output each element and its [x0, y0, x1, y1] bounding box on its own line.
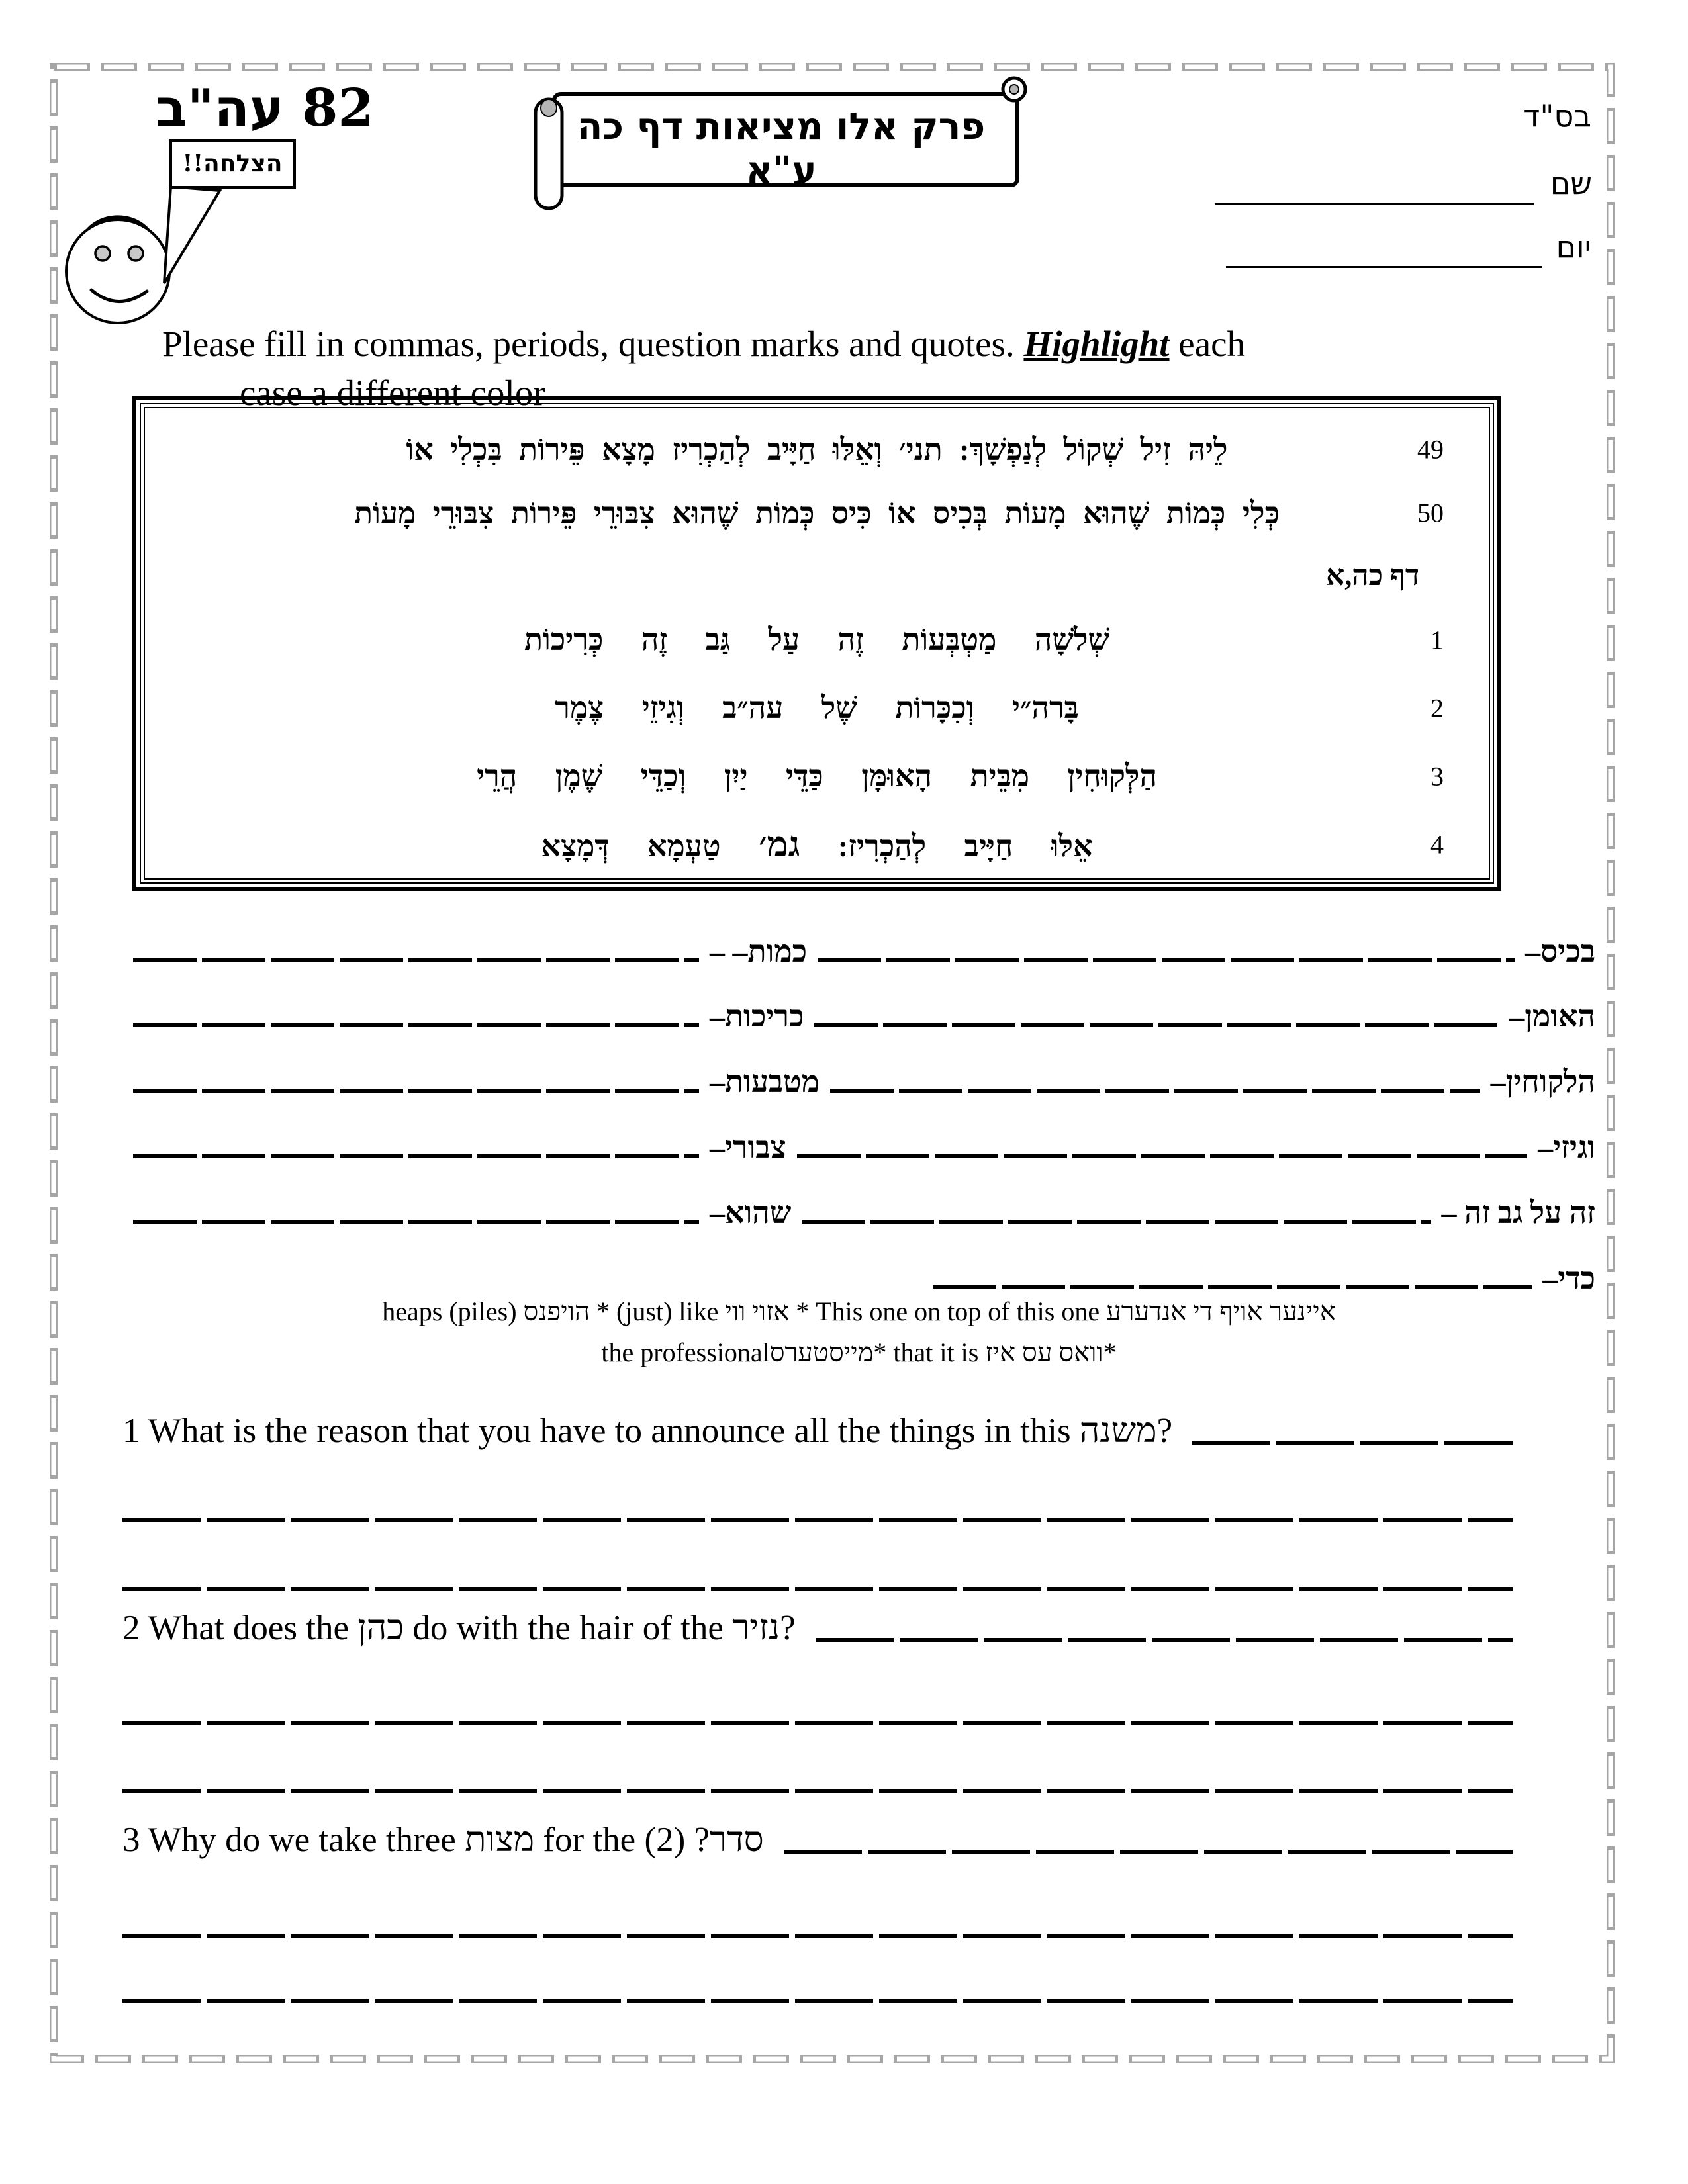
speech-bubble [169, 139, 296, 189]
vocab-blank[interactable] [830, 1089, 1480, 1093]
vocab-term-right: זה על גב זה – [1441, 1196, 1595, 1230]
question-1 [122, 1411, 1513, 1451]
vocab-term-right: וגיזי– [1538, 1130, 1595, 1165]
answer-line[interactable] [122, 1999, 1513, 2003]
vocab-blank[interactable] [933, 1285, 1532, 1289]
vocab-row [122, 1052, 1595, 1099]
scroll-title: פרק אלו מציאות דף כה ע"א [577, 105, 986, 192]
vocab-blank[interactable] [797, 1154, 1527, 1158]
gemara-gm-marker: גמ׳ [759, 824, 800, 864]
answer-line[interactable] [122, 1721, 1513, 1725]
vocab-blank[interactable] [133, 1089, 699, 1093]
gemara-line-4 [152, 810, 1482, 878]
vocab-term-left: צבורי– [710, 1130, 786, 1165]
vocab-term-right: בכיס– [1525, 934, 1595, 969]
instruction-part2: each [1169, 324, 1246, 364]
left-eye [95, 246, 110, 261]
translation-hint-2: the professionalמייסטערס* that it is וואס עס איז* [601, 1338, 1117, 1367]
day-blank-line[interactable] [1226, 266, 1542, 268]
instruction-text [162, 323, 1566, 365]
name-label: שם [1550, 165, 1592, 201]
gemara-line-49 [152, 418, 1482, 481]
gemara-line4-before: אֵלּוּ חַיָּיב לְהַכְרִיז: [837, 829, 1093, 863]
vocab-blank[interactable] [133, 1220, 699, 1224]
vocab-blank[interactable] [133, 1154, 699, 1158]
gemara-line4-after: טַעְמָא דְּמָצָא [541, 829, 721, 863]
gemara-text: שְׁלֹשָׁה מַטְבְּעוֹת זֶה עַל גַּב זֶה כְּרִיכוֹת [524, 623, 1110, 657]
line-number: 3 [1430, 761, 1444, 791]
question-1-text: 1 What is the reason that you have to announce all the things in this משנה? [122, 1412, 1173, 1450]
vocab-row [122, 1248, 1595, 1296]
gemara-text: בָּרה״י וְכִכָּרוֹת שֶׁל עה״ב וְגִיזֵי צֶמֶר [555, 691, 1079, 725]
question-2-blank[interactable] [816, 1638, 1513, 1642]
vocab-blank[interactable] [802, 1220, 1430, 1224]
vocab-term-left: מטבעות– [710, 1065, 820, 1099]
instruction-part1: Please fill in commas, periods, question marks and quotes. [162, 324, 1024, 364]
question-1-blank[interactable] [1192, 1441, 1513, 1445]
gemara-box [132, 396, 1501, 891]
gemara-line-50 [152, 481, 1482, 545]
question-3 [122, 1820, 1513, 1860]
vocab-blank[interactable] [133, 958, 699, 962]
name-blank-line[interactable] [1215, 203, 1534, 205]
line-number: 49 [1417, 434, 1444, 465]
vocab-row [122, 986, 1595, 1034]
line-number: 2 [1430, 693, 1444, 723]
answer-line[interactable] [122, 1934, 1513, 1938]
answer-line[interactable] [122, 1518, 1513, 1522]
answer-line[interactable] [122, 1789, 1513, 1793]
worksheet-number-title: 82 עה"ב [156, 78, 374, 138]
vocab-term-left: כריכות– [710, 999, 804, 1034]
vocab-term-left: כמות– – [710, 934, 808, 969]
face-circle [66, 220, 169, 323]
gemara-text: לֵיהּ זִיל שְׁקוֹל לְנַפְשָׁךְ: תני׳ וְאֵלּוּ חַיָּיב לְהַכְרִיז מָצָא פֵּירוֹת בִּכְלִי אוֹ [406, 432, 1228, 467]
speech-bubble-tail [164, 187, 220, 283]
line-number: 4 [1430, 829, 1444, 859]
question-3-blank[interactable] [784, 1850, 1513, 1854]
translation-hint-1: heaps (piles) הויפנס * (just) like אזוי ווי * This one on top of this one איינער אויף די אנדערע [382, 1297, 1336, 1326]
speech-bubble-text: הצלחה!! [182, 150, 283, 177]
vocab-term-right: האומן– [1509, 999, 1595, 1034]
vocab-blank[interactable] [133, 1023, 699, 1027]
vocab-blank[interactable] [814, 1023, 1499, 1027]
vocab-term-right: כדי– [1542, 1261, 1595, 1296]
vocab-term-left: שהוא– [710, 1196, 792, 1230]
daf-header-row [152, 545, 1482, 606]
gemara-line-3 [152, 742, 1482, 810]
vocab-row [122, 1183, 1595, 1230]
gemara-line-1 [152, 606, 1482, 674]
line-number: 1 [1430, 625, 1444, 655]
vocab-row [122, 1117, 1595, 1165]
gemara-text: כְּלִי כְּמוֹת שֶׁהוּא מָעוֹת בְּכִיס אוֹ כִּיס כְּמוֹת שֶׁהוּא צִבּוּרֵי פֵּירוֹת צִבּוּרֵי מָעוֹת [354, 496, 1280, 530]
question-2 [122, 1608, 1513, 1649]
day-label: יום [1556, 229, 1591, 265]
line-number: 50 [1417, 498, 1444, 528]
gemara-line-2 [152, 674, 1482, 742]
vocab-term-right: הלקוחין– [1490, 1065, 1595, 1099]
question-2-text: 2 What does the כהן do with the hair of the נזיר? [122, 1609, 796, 1647]
daf-label: דף כה,א [1325, 559, 1419, 592]
highlight-word: Highlight [1023, 324, 1170, 364]
question-3-text: 3 Why do we take three מצות for the סדר? (2) [122, 1821, 764, 1859]
answer-line[interactable] [122, 1587, 1513, 1591]
bsd-text: בס"ד [1523, 98, 1591, 134]
gemara-text: הַלְּקוּחִין מִבֵּית הָאוּמָּן כַּדֵּי יַיִן וְכַדֵּי שֶׁמֶן הֲרֵי [477, 759, 1157, 793]
vocab-row [122, 921, 1595, 969]
instruction-line2: case a different color [240, 373, 545, 413]
vocab-blank[interactable] [818, 958, 1515, 962]
gemara-text [442, 824, 1192, 865]
right-eye [128, 246, 143, 261]
